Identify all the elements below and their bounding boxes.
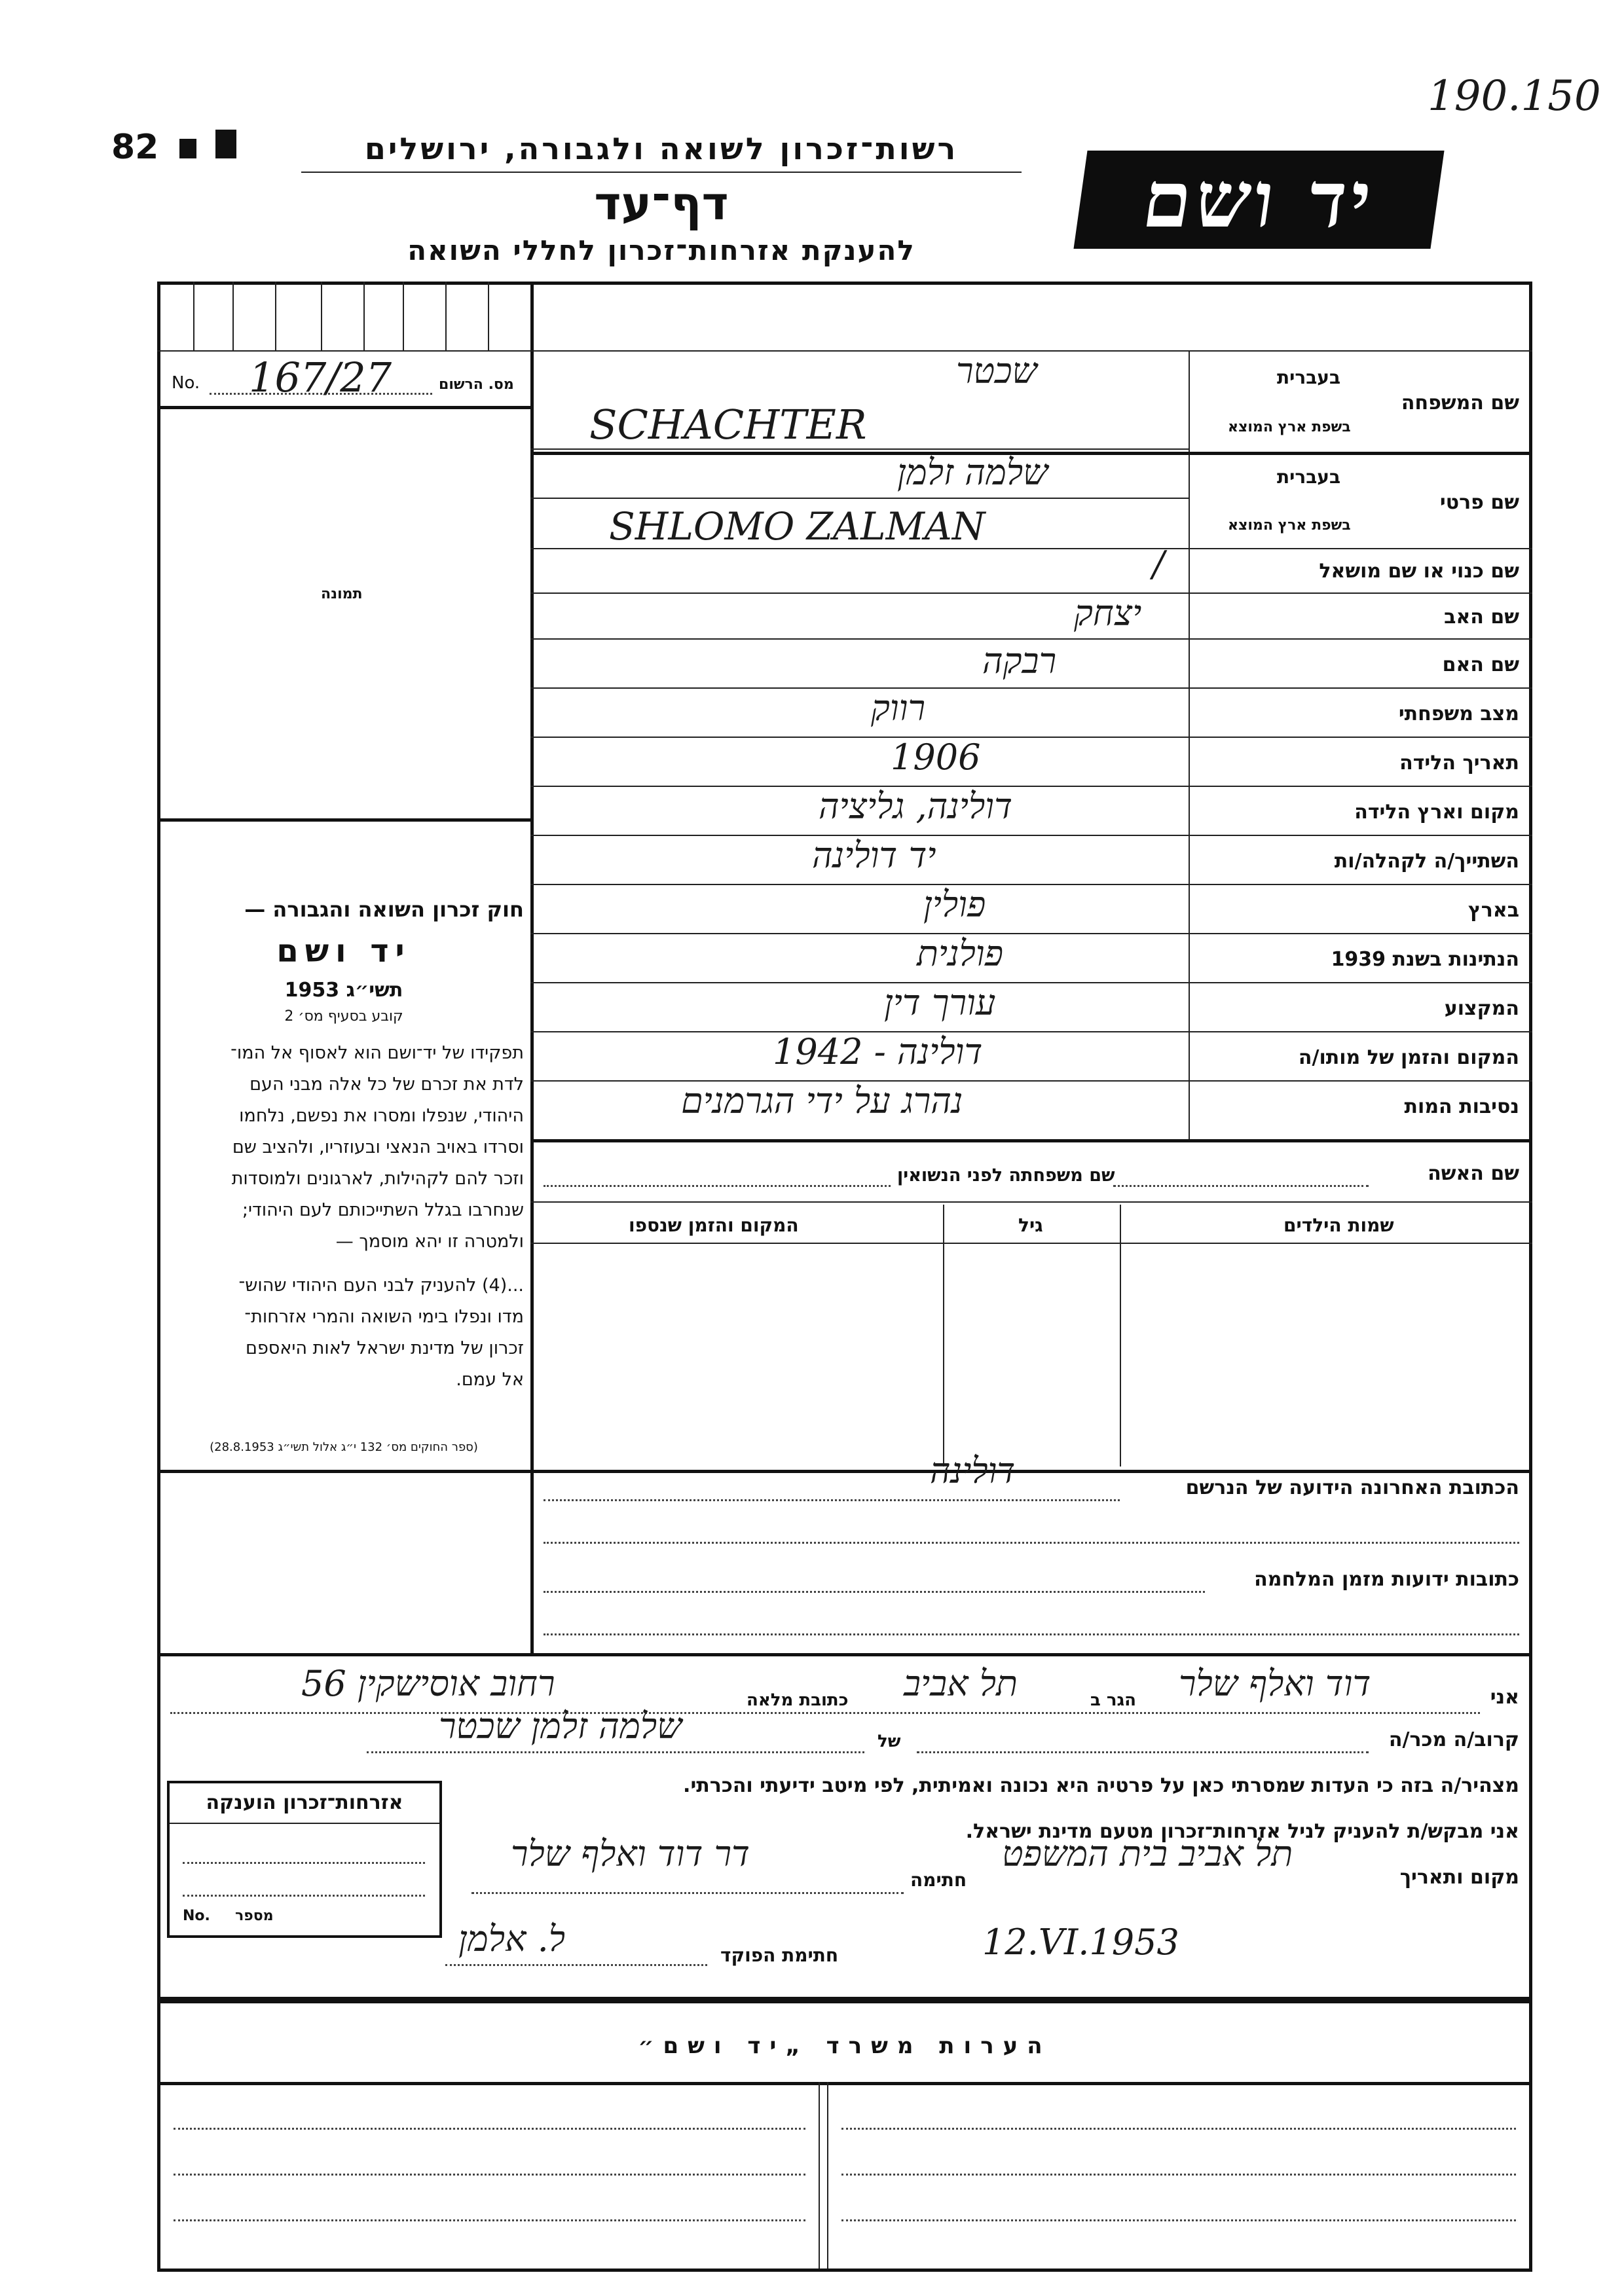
form-title: דף־עד <box>594 177 729 230</box>
wife-label: שם האשה <box>1428 1162 1519 1185</box>
relative-name: שלמה זלמן שכטר <box>439 1705 682 1747</box>
given-name-label: שם פרטי <box>1439 491 1519 514</box>
law-p1-line: וסרדו באויב הנאצי ובעוזריו, ולהציב שם <box>232 1137 524 1157</box>
law-p2-line: מדו ונפלו בימי השואה והמרי אזרחות־ <box>244 1307 524 1327</box>
mother-value: רבקה <box>982 640 1057 682</box>
marital-status-value: רווק <box>871 687 926 729</box>
citizenship-label: הנתינות בשנת 1939 <box>1331 948 1519 971</box>
black-mark-icon <box>179 139 196 158</box>
of-label: של <box>877 1732 901 1751</box>
given-name-origin: SHLOMO ZALMAN <box>609 504 986 549</box>
grant-box <box>167 1781 442 1938</box>
registry-number: 167/27 <box>249 354 392 401</box>
nickname-label: שם כנוי או שם מושאל <box>1319 560 1519 583</box>
law-heading: חוק זכרון השואה והגבורה — <box>244 897 524 922</box>
date-value: 12.VI.1953 <box>982 1922 1179 1963</box>
registry-label: מס. הרשום <box>439 376 514 393</box>
law-p1-line: לדת את זכרם של כל אלה מבני העם <box>249 1074 524 1095</box>
wife-maiden-label: שם משפחתה לפני הנשואין <box>897 1165 1115 1186</box>
nickname-value: / <box>1153 543 1165 585</box>
father-label: שם האב <box>1444 606 1519 629</box>
law-p2-line: זכרון של מדינת ישראל לאות היאספם <box>246 1338 524 1358</box>
witness-address: רחוב אוסישקין 56 <box>301 1663 555 1704</box>
country-value: פולין <box>923 884 986 925</box>
country-label: בארץ <box>1467 899 1519 922</box>
law-p2-line: אל עמם. <box>456 1370 524 1390</box>
relative-label: קרוב/ה מכר/ה <box>1388 1728 1519 1751</box>
organization-title: רשות־זכרון לשואה ולגבורה, ירושלים <box>364 131 959 166</box>
war-address-label: כתובות ידועות מזמן המלחמה <box>1254 1568 1519 1591</box>
family-name-origin-sublabel: בשפת ארץ המוצא <box>1228 419 1351 435</box>
mother-label: שם האם <box>1442 653 1519 676</box>
grant-number-label: מספר <box>235 1908 274 1924</box>
marital-status-label: מצב משפחתי <box>1398 702 1519 725</box>
yad-vashem-logo <box>1073 151 1444 249</box>
corner-marks <box>111 128 236 167</box>
family-name-label: שם המשפחה <box>1401 392 1519 414</box>
law-name: יד ושם <box>276 933 411 970</box>
birthplace-value: דולינה, גליציה <box>819 786 1012 827</box>
black-mark-icon <box>215 130 236 158</box>
request-text: אני מבקש/ת להעניק לניל אזרחות־זכרון מטעם מדינת ישראל. <box>965 1820 1519 1843</box>
profession-label: המקצוע <box>1444 997 1519 1020</box>
community-label: השתייך/ה לקהלה/ות <box>1334 850 1519 873</box>
death-place-value: דולינה - 1942 <box>773 1031 983 1072</box>
law-p1-line: היהודי, שנפלו ומסרו את נפשם, נלחמו <box>239 1106 524 1126</box>
corner-number: 82 <box>111 128 159 167</box>
death-place-label: המקום והזמן של מותו/ה <box>1298 1046 1519 1069</box>
law-p2-line: ...(4) להעניק לבני העם היהודי שהוש־ <box>238 1275 524 1296</box>
last-address-label: הכתובת האחרונה הידועה של הנרשם <box>1185 1476 1519 1499</box>
officer-signature-label: חתימת הפוקד <box>720 1944 839 1966</box>
family-name-origin: SCHACHTER <box>589 401 867 448</box>
law-p1-line: תפקידו של יד־ושם הוא לאסוף אל המו־ <box>231 1043 524 1063</box>
given-name-origin-sublabel: בשפת ארץ המוצא <box>1228 517 1351 534</box>
law-source: (ספר החוקים מס׳ 132 י״ג אלול תשי״ג 28.8.1953) <box>210 1440 478 1454</box>
witness-signature: דר דוד ואלף שלר <box>511 1833 750 1874</box>
law-p1-line: שנחרבו בגלל השתייכותם לעם היהודי; <box>242 1200 524 1220</box>
logo-text: יד ושם <box>1137 154 1381 245</box>
last-address-value: דולינה <box>930 1450 1016 1491</box>
children-names-header: שמות הילדים <box>1283 1214 1394 1236</box>
family-name-hebrew-sublabel: בעברית <box>1277 367 1341 388</box>
reference-number: 190.150 <box>1428 72 1601 120</box>
law-p1-line: ולמטרה זו יהא מוסמך — <box>335 1231 524 1252</box>
death-cause-label: נסיבות המות <box>1404 1095 1519 1118</box>
given-name-hebrew: שלמה זלמן <box>897 452 1048 493</box>
father-value: יצחק <box>1074 592 1142 634</box>
law-clause: קובע בסעיף מס׳ 2 <box>284 1008 403 1025</box>
given-name-hebrew-sublabel: בעברית <box>1277 466 1341 488</box>
witness-i-label: אני <box>1490 1686 1519 1709</box>
community-value: יד דולינה <box>812 835 936 876</box>
officer-signature: ל. אלמן <box>458 1918 566 1959</box>
photo-label: תמונה <box>321 586 363 602</box>
death-cause-value: נהרג על ידי הגרמנים <box>681 1080 963 1121</box>
place-value: תל אביב בית המשפט <box>1002 1833 1293 1874</box>
place-date-label: מקום ותאריך <box>1399 1866 1519 1889</box>
citizenship-value: פולנית <box>917 933 1004 974</box>
birth-date-value: 1906 <box>891 737 981 778</box>
registry-no-label: No. <box>172 373 200 393</box>
declaration-text: מצהיר/ה בזה כי העדות שמסרתי כאן על פרטיה היא נכונה ואמיתית, לפי מיטב ידיעתי והכרתי. <box>683 1774 1519 1797</box>
grant-no-label: No. <box>183 1908 210 1924</box>
law-p1-line: וזכר להם לקהילות, לארגונים ולמוסדות <box>231 1169 524 1189</box>
birthplace-label: מקום וארץ הלידה <box>1354 801 1519 824</box>
children-place-header: המקום והזמן שנספו <box>629 1214 799 1236</box>
law-section <box>164 897 524 1460</box>
signature-label: חתימה <box>910 1869 967 1891</box>
family-name-hebrew: שכטר <box>956 350 1037 392</box>
witness-address-label: כתובת מלאה <box>747 1690 849 1710</box>
remarks-title: הערות משרד „יד ושם״ <box>638 2033 1052 2059</box>
remarks-section <box>157 1997 1532 2272</box>
children-table <box>530 1205 1532 1467</box>
law-year: תשי״ג 1953 <box>284 979 403 1002</box>
children-age-header: גיל <box>1018 1214 1043 1236</box>
witness-name: דוד ואלף שלר <box>1179 1663 1371 1704</box>
witness-resides-label: הגר ב <box>1090 1690 1137 1710</box>
form-subtitle: להענקת אזרחות־זכרון לחללי השואה <box>407 234 915 266</box>
birth-date-label: תאריך הלידה <box>1399 752 1519 774</box>
witness-city: תל אביב <box>904 1663 1018 1704</box>
profession-value: עורך דין <box>884 982 996 1023</box>
grant-box-title: אזרחות־זכרון הוענקה <box>206 1791 403 1814</box>
